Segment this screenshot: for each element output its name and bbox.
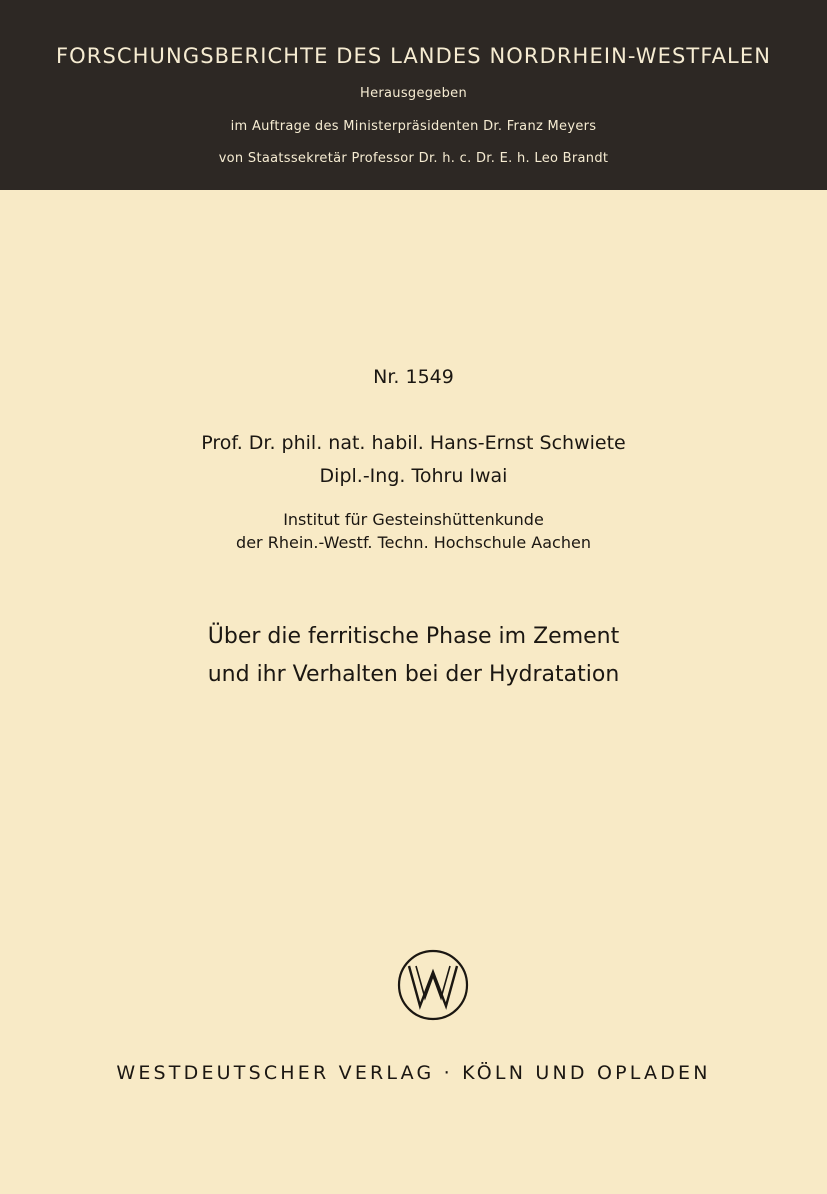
institute-line-2: der Rhein.-Westf. Techn. Hochschule Aachen xyxy=(236,533,591,552)
series-title: FORSCHUNGSBERICHTE DES LANDES NORDRHEIN-WESTFALEN xyxy=(55,44,772,68)
editor-line-1: Herausgegeben xyxy=(360,86,467,101)
report-number: Nr. 1549 xyxy=(373,366,454,388)
author-1: Prof. Dr. phil. nat. habil. Hans-Ernst Schwiete xyxy=(201,432,626,454)
report-title-line-1: Über die ferritische Phase im Zement xyxy=(207,624,620,649)
publisher-name: WESTDEUTSCHER VERLAG · KÖLN UND OPLADEN xyxy=(116,1062,711,1084)
editor-line-2: im Auftrage des Ministerpräsidenten Dr. Franz Meyers xyxy=(230,119,597,134)
author-2: Dipl.-Ing. Tohru Iwai xyxy=(319,465,508,487)
publisher-logo-icon xyxy=(396,948,470,1022)
editor-line-3: von Staatssekretär Professor Dr. h. c. Dr. E. h. Leo Brandt xyxy=(218,151,609,166)
institute-line-1: Institut für Gesteinshüttenkunde xyxy=(283,510,544,529)
header-band xyxy=(0,0,827,190)
report-title-line-2: und ihr Verhalten bei der Hydratation xyxy=(207,662,620,687)
